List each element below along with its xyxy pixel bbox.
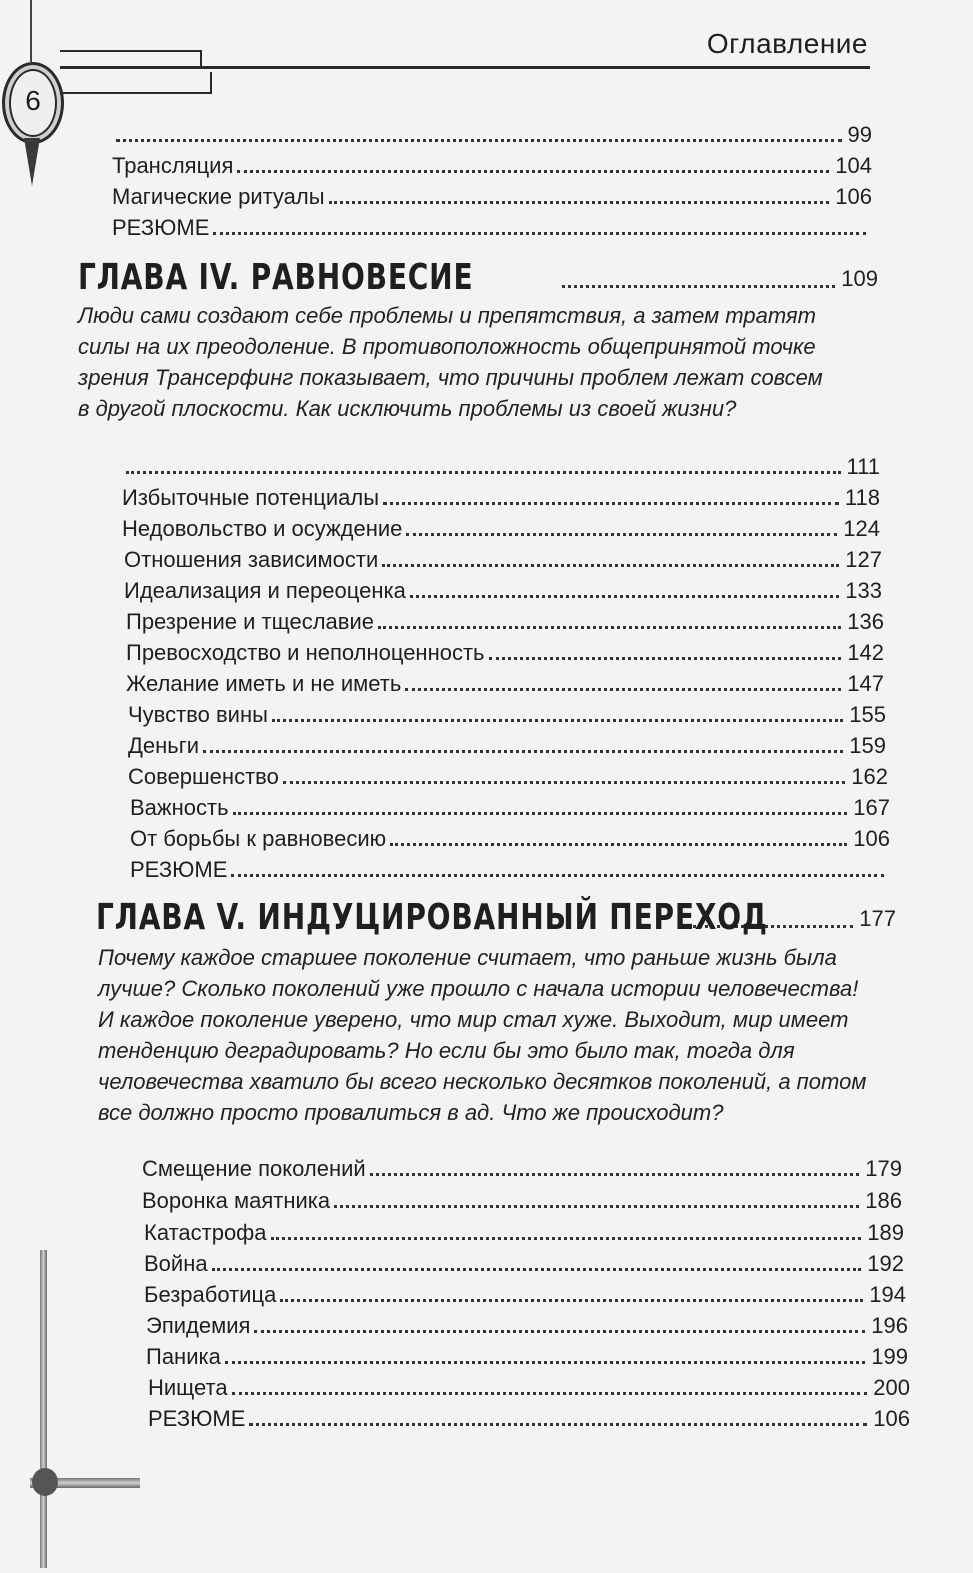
header-ornament-lower [60, 72, 212, 94]
leader-dots [233, 812, 848, 815]
toc-entry[interactable] [126, 601, 884, 635]
toc-entry-label: Превосходство и неполноценность [126, 640, 485, 665]
toc-entry-page: 199 [871, 1344, 908, 1369]
toc-entry[interactable] [146, 1305, 908, 1339]
leader-dots [378, 626, 841, 629]
toc-entry[interactable] [130, 849, 890, 883]
toc-entry-label: Магические ритуалы [112, 184, 325, 209]
chapter-title: ГЛАВА V. ИНДУЦИРОВАННЫЙ ПЕРЕХОД [96, 897, 768, 938]
toc-entry[interactable] [142, 1180, 902, 1214]
toc-entry-label: Деньги [128, 733, 200, 758]
toc-entry-page: 106 [853, 826, 890, 851]
toc-entry[interactable] [122, 477, 880, 511]
toc-entry[interactable] [128, 756, 888, 790]
leader-dots [231, 874, 884, 877]
leader-dots [410, 595, 839, 598]
toc-entry[interactable] [112, 207, 872, 241]
toc-entry-page: 106 [873, 1406, 910, 1431]
decorative-knot [32, 1468, 58, 1496]
toc-entry[interactable] [122, 508, 880, 542]
toc-entry-label: Отношения зависимости [124, 547, 379, 572]
toc-entry-page: 200 [873, 1375, 910, 1400]
toc-entry[interactable] [122, 446, 880, 480]
leader-dots [272, 719, 843, 722]
toc-entry-label: Нищета [148, 1375, 228, 1400]
toc-entry[interactable] [112, 176, 872, 210]
leader-dots [334, 1205, 859, 1208]
toc-entry-page: 159 [849, 733, 886, 758]
toc-entry-page: 196 [871, 1313, 908, 1338]
toc-entry[interactable] [130, 818, 890, 852]
toc-entry-page: 136 [847, 609, 884, 634]
page-number: 6 [25, 85, 41, 116]
leader-dots [249, 1423, 867, 1426]
pendulum-string [30, 0, 32, 62]
toc-entry-page: 118 [844, 485, 880, 510]
leader-dots [116, 139, 842, 142]
toc-entry-label: Идеализация и переоценка [124, 578, 406, 603]
leader-dots [232, 1392, 868, 1395]
leader-dots [213, 232, 866, 235]
toc-entry-label: РЕЗЮМЕ [112, 215, 210, 240]
toc-entry[interactable] [124, 539, 882, 573]
toc-entry-label: Воронка маятника [142, 1188, 331, 1213]
toc-entry[interactable] [112, 145, 872, 179]
toc-entry[interactable] [128, 694, 886, 728]
toc-entry[interactable] [126, 632, 884, 666]
toc-entry-page: 104 [835, 153, 872, 178]
toc-entry[interactable] [124, 570, 882, 604]
toc-entry-label: РЕЗЮМЕ [130, 857, 228, 882]
chapter-heading[interactable] [96, 888, 896, 938]
toc-entry[interactable] [126, 663, 884, 697]
toc-entry-label: РЕЗЮМЕ [148, 1406, 246, 1431]
pendulum-tip-icon [24, 138, 40, 186]
toc-entry-label: Смещение поколений [142, 1156, 366, 1181]
leader-dots [383, 502, 839, 505]
leader-dots [237, 170, 829, 173]
leader-dots [280, 1299, 863, 1302]
leader-dots [126, 471, 841, 474]
header-rule [60, 66, 870, 69]
toc-entry[interactable] [128, 725, 886, 759]
leader-dots [370, 1173, 860, 1176]
chapter-description: Почему каждое старшее поколение считает, что раньше жизнь была лучше? Сколько поколений уже прошло с начала истории человечества! И каждое поколение уверено, что мир стал хуже. Выходит, мир имеет тенденцию деградировать? Но если бы это было так, тогда для человечества хватило бы всего несколько десятков поколений, а потом все должно просто провалиться в ад. Что же происходит? [98, 945, 867, 1125]
toc-entry[interactable] [130, 787, 890, 821]
toc-entry-label: Чувство вины [128, 702, 268, 727]
toc-entry-label: Безработица [144, 1282, 277, 1307]
toc-entry-page: 133 [845, 578, 882, 603]
toc-entry-label: Важность [130, 795, 229, 820]
chapter-title: ГЛАВА IV. РАВНОВЕСИЕ [78, 257, 474, 298]
leader-dots [390, 843, 847, 846]
toc-entry-page: 127 [845, 547, 882, 572]
chapter-page: 177 [859, 906, 896, 931]
chapter-heading[interactable] [78, 248, 878, 298]
toc-entry-page: 186 [865, 1188, 902, 1213]
chapter-description: Люди сами создают себе проблемы и препятствия, а затем тратят силы на их преодоление. В противоположность общепринятой точке зрения Трансерфинг показывает, что причины проблем лежат совсем в другой плоскости. Как исключить проблемы из своей жизни? [78, 303, 823, 421]
toc-entry-label: От борьбы к равновесию [130, 826, 387, 851]
leader-dots [489, 657, 842, 660]
leader-dots [271, 1237, 862, 1240]
toc-entry-page: 99 [847, 122, 872, 147]
toc-entry-page: 194 [869, 1282, 906, 1307]
toc-entry-page: 192 [867, 1251, 904, 1276]
toc-entry-label: Эпидемия [146, 1313, 251, 1338]
toc-entry-label: Желание иметь и не иметь [126, 671, 402, 696]
toc-entry[interactable] [146, 1336, 908, 1370]
toc-entry-label: Недовольство и осуждение [122, 516, 403, 541]
toc-entry-page: 142 [847, 640, 884, 665]
toc-entry-label: Трансляция [112, 153, 234, 178]
toc-entry-label: Совершенство [128, 764, 279, 789]
toc-entry-page: 162 [851, 764, 888, 789]
chapter-page: 109 [841, 266, 878, 291]
toc-entry-label: Катастрофа [144, 1220, 267, 1245]
toc-entry-label: Презрение и тщеславие [126, 609, 374, 634]
toc-entry-page: 189 [867, 1220, 904, 1245]
toc-entry-page: 155 [849, 702, 886, 727]
leader-dots [254, 1330, 865, 1333]
toc-entry[interactable] [144, 1212, 904, 1246]
leader-dots [283, 781, 845, 784]
toc-entry-page: 124 [843, 516, 880, 541]
leader-dots [329, 201, 830, 204]
toc-entry[interactable] [148, 1398, 910, 1432]
leader-dots [406, 533, 837, 536]
toc-entry-page: 147 [847, 671, 884, 696]
toc-entry-page: 111 [846, 454, 880, 479]
toc-entry[interactable] [142, 1148, 902, 1182]
toc-entry[interactable] [144, 1243, 904, 1277]
decorative-rod [40, 1250, 47, 1568]
page-title: Оглавление [706, 28, 868, 59]
toc-entry-label: Избыточные потенциалы [122, 485, 380, 510]
leader-dots [562, 285, 835, 288]
toc-entry[interactable] [148, 1367, 910, 1401]
toc-entry[interactable] [144, 1274, 906, 1308]
leader-dots [382, 564, 839, 567]
leader-dots [225, 1361, 865, 1364]
toc-entry-page: 106 [835, 184, 872, 209]
toc-entry-page: 167 [853, 795, 890, 820]
pendulum-medallion [2, 62, 64, 144]
leader-dots [203, 750, 843, 753]
toc-entry-label: Паника [146, 1344, 221, 1369]
toc-entry[interactable] [112, 114, 872, 148]
leader-dots [212, 1268, 862, 1271]
leader-dots [405, 688, 841, 691]
toc-entry-label: Война [144, 1251, 208, 1276]
toc-entry-page: 179 [865, 1156, 902, 1181]
